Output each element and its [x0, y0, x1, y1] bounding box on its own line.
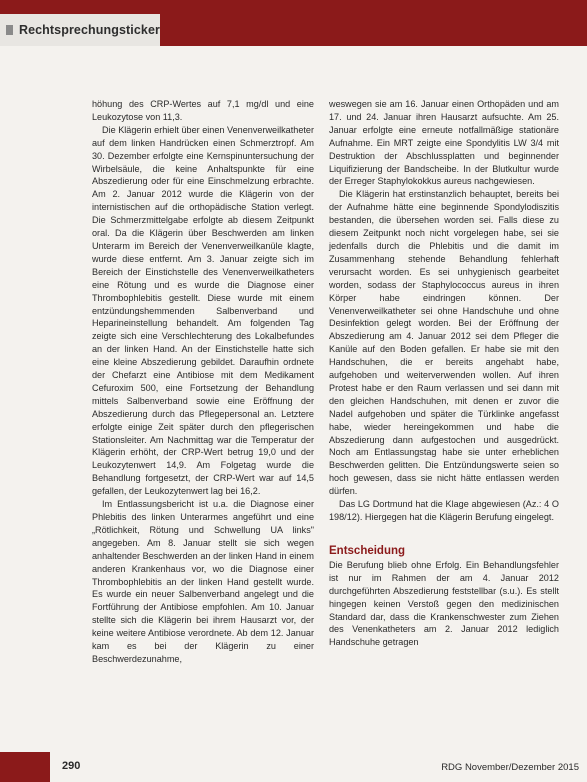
page-number: 290 — [62, 760, 81, 772]
paragraph: Das LG Dortmund hat die Klage abgewiesen (Az.: 4 O 198/12). Hiergegen hat die Klägerin Berufung eingelegt. — [329, 499, 559, 522]
section-tab — [0, 14, 160, 46]
paragraph: höhung des CRP-Wertes auf 7,1 mg/dl und eine Leukozytose von 11,3. — [92, 99, 314, 122]
paragraph: Die Berufung blieb ohne Erfolg. Ein Behandlungsfehler ist nur im Rahmen der am 4. Januar 2012 durchgeführten Abszedierung feststellbar (s.u.). Es stellt hingegen keinen Verstoß gegen den medizinischen Standard dar, dass die Krankenschwester zum Ziehen des Venenkatheters am 2. Januar 2012 lediglich Handschuhe getragen — [329, 559, 559, 648]
right-column — [329, 98, 559, 649]
paragraph: Die Klägerin hat erstinstanzlich behauptet, bereits bei der Aufnahme hätte eine beginnende Spondylodiszitis bestanden, die übersehen worden sei. Falls diese zu diesem Zeitpunkt noch nicht vorgelegen habe, sei sie jedenfalls durch die Phlebitis und die damit im Zusammenhang stehende Behandlung fehlerhaft verursacht worden. Es sei unhygienisch gearbeitet worden, sodass der Staphylococcus aureus in ihren Körper habe eindringen können. Der Venenverweilkatheter sei ohne Handschuhe und ohne Desinfektion gelegt worden. Bei der Eröffnung der Abszedierung am 4. Januar 2012 sei dem Pfleger die Kanüle auf den Boden gefallen. Er habe sie mit den Handschuhen, die er bereits angehabt habe, aufgehoben und weiterverwenden wollen. Auf ihren Protest habe er den Raum verlassen und sei dann mit den gleichen Handschuhen, mit denen er zuvor die Nadel aufgehoben und später die Türklinke angefasst habe, wieder hereingekommen und habe die Abszedierung dann aufgestochen und ausgedrückt. Noch am Entlassungstag habe sie unter erheblichen Beschwerden gelitten. Die Entzündungswerte seien so hoch gewesen, dass sie nicht hätte entlassen werden dürfen. — [329, 189, 559, 497]
square-bullet-icon — [6, 25, 13, 35]
paragraph: weswegen sie am 16. Januar einen Orthopäden und am 17. und 24. Januar ihren Hausarzt aufsuchte. Am 25. Januar erfolgte eine erneute notfallmäßige stationäre Aufnahme. Ein MRT zeigte eine Spondylitis LW 3/4 mit Destruktion der Abschlussplatten und beginnender Liquifizierung der Bandscheibe. In der Blutkultur wurde der Erreger Staphylokokkus aureus nachgewiesen. — [329, 99, 559, 187]
paragraph: Die Klägerin erhielt über einen Venenverweilkatheter auf dem linken Handrücken einen Schmerztropf. Am 30. Dezember erfolgte eine Kernspinuntersuchung der Wirbelsäule, die keine Anhaltspunkte für eine Abszedierung oder für eine Einschmelzung erbrachte. Am 2. Januar 2012 wurde die Klägerin von der internistischen auf die orthopädische Station verlegt. Die Schmerzmittelgabe erfolgte ab diesem Zeitpunkt oral. Da die Klägerin über Beschwerden am linken Unterarm im Bereich der Venenverweilkanüle klagte, wurde diese entfernt. Am 3. Januar zeigte sich im Bereich der Einstichstelle des Venenverweilkatheters eine Rötung und es wurde die Diagnose einer Thrombophlebitis gestellt. Diese wurde mit einem entzündungshemmenden Salbenverband und Heparineinstellung behandelt. Am folgenden Tag zeigte sich eine Verschlechterung des Lokalbefundes an der linken Hand. An der Einstichstelle hatte sich eine kleine Abszedierung gebildet. Daraufhin ordnete der Chefarzt eine Antibiose mit dem Medikament Cefuroxim 500, eine Fortsetzung der Behandlung mittels Salbenverband sowie eine Eröffnung der Abszedierung durch das Pflegepersonal an. Letztere erfolgte einige Zeit später durch den pflegerischen Stationsleiter. Am Nachmittag war die Temperatur der Klägerin erhöht, der CRP-Wert betrug 19,0 und der Leukozytenwert 14,9. Am Folgetag wurde die Behandlung fortgesetzt, der CRP-Wert war auf 14,5 gefallen, der Leukozytenwert lag bei 16,2. — [92, 124, 314, 497]
footer-accent-block — [0, 752, 50, 782]
left-column — [92, 98, 314, 666]
paragraph: Im Entlassungsbericht ist u.a. die Diagnose einer Phlebitis des linken Unterarmes angeführt und eine „Rötlichkeit, Rötung und Schwellung UA links" angegeben. Am 8. Januar stellt sie sich wegen anhaltender Beschwerden an der linken Hand in einem anderen Krankenhaus vor, wo die Diagnose einer Thrombophlebitis an der linken Hand gestellt wurde. Es wurde ein neuer Salbenverband angelegt und die Fortführung der Antibiose empfohlen. Am 10. Januar stellte sich die Klägerin bei ihrem Hausarzt vor, der keine weitere Antibiose verordnete. Ab dem 12. Januar kam es bei der Klägerin zu einer Beschwerdezunahme, — [92, 499, 314, 664]
section-heading: Entscheidung — [329, 544, 406, 557]
section-title: Rechtsprechungsticker — [18, 23, 160, 37]
journal-name: RDG November/Dezember 2015 — [441, 762, 579, 773]
